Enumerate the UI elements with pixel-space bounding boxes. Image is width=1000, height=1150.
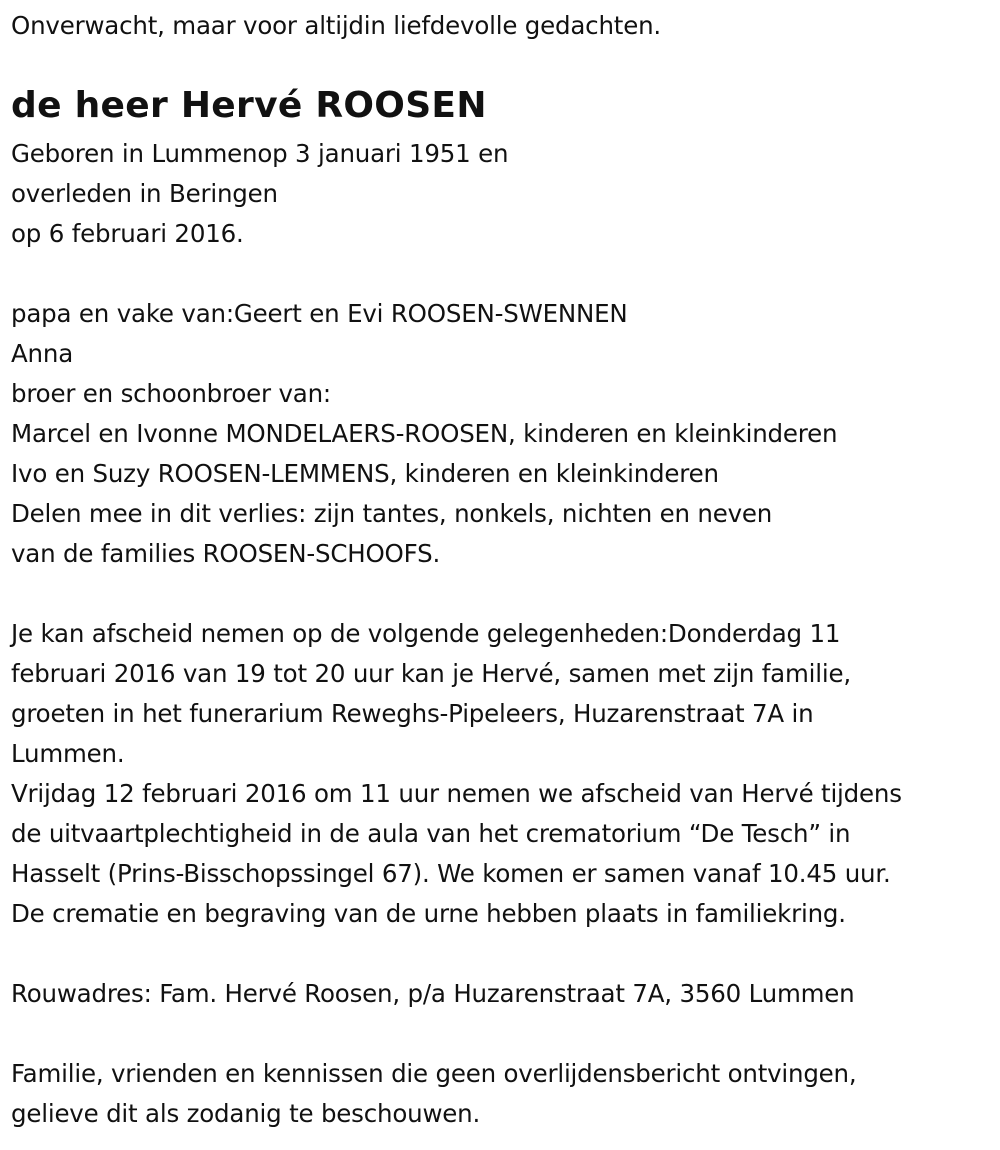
death-place-line: overleden in Beringen [11, 179, 278, 208]
farewell-line: Lummen. [11, 739, 125, 768]
birth-death-block [11, 134, 508, 254]
family-line: Marcel en Ivonne MONDELAERS-ROOSEN, kinderen en kleinkinderen [11, 419, 838, 448]
deceased-name: de heer Hervé ROOSEN [11, 85, 487, 126]
family-line: Delen mee in dit verlies: zijn tantes, nonkels, nichten en neven [11, 499, 773, 528]
family-line: papa en vake van:Geert en Evi ROOSEN-SWENNEN [11, 299, 628, 328]
intro-text: Onverwacht, maar voor altijdin liefdevolle gedachten. [11, 11, 661, 40]
farewell-line: De crematie en begraving van de urne hebben plaats in familiekring. [11, 899, 846, 928]
family-line: Ivo en Suzy ROOSEN-LEMMENS, kinderen en kleinkinderen [11, 459, 719, 488]
mourning-address: Rouwadres: Fam. Hervé Roosen, p/a Huzarenstraat 7A, 3560 Lummen [11, 979, 855, 1008]
farewell-line: groeten in het funerarium Reweghs-Pipeleers, Huzarenstraat 7A in [11, 699, 814, 728]
farewell-line: de uitvaartplechtigheid in de aula van het crematorium “De Tesch” in [11, 819, 851, 848]
family-line: broer en schoonbroer van: [11, 379, 331, 408]
farewell-line: Vrijdag 12 februari 2016 om 11 uur nemen we afscheid van Hervé tijdens [11, 779, 902, 808]
closing-note-block [11, 1054, 856, 1134]
mourning-address-block [11, 974, 855, 1014]
farewell-line: Je kan afscheid nemen op de volgende gelegenheden:Donderdag 11 [11, 619, 841, 648]
family-line: van de families ROOSEN-SCHOOFS. [11, 539, 441, 568]
farewell-line: Hasselt (Prins-Bisschopssingel 67). We komen er samen vanaf 10.45 uur. [11, 859, 891, 888]
farewell-block [11, 614, 902, 934]
birth-line: Geboren in Lummenop 3 januari 1951 en [11, 139, 509, 168]
closing-note-line: Familie, vrienden en kennissen die geen overlijdensbericht ontvingen, [11, 1059, 857, 1088]
family-line: Anna [11, 339, 74, 368]
death-date-line: op 6 februari 2016. [11, 219, 244, 248]
family-block [11, 294, 837, 574]
farewell-line: februari 2016 van 19 tot 20 uur kan je Hervé, samen met zijn familie, [11, 659, 851, 688]
closing-note-line: gelieve dit als zodanig te beschouwen. [11, 1099, 481, 1128]
